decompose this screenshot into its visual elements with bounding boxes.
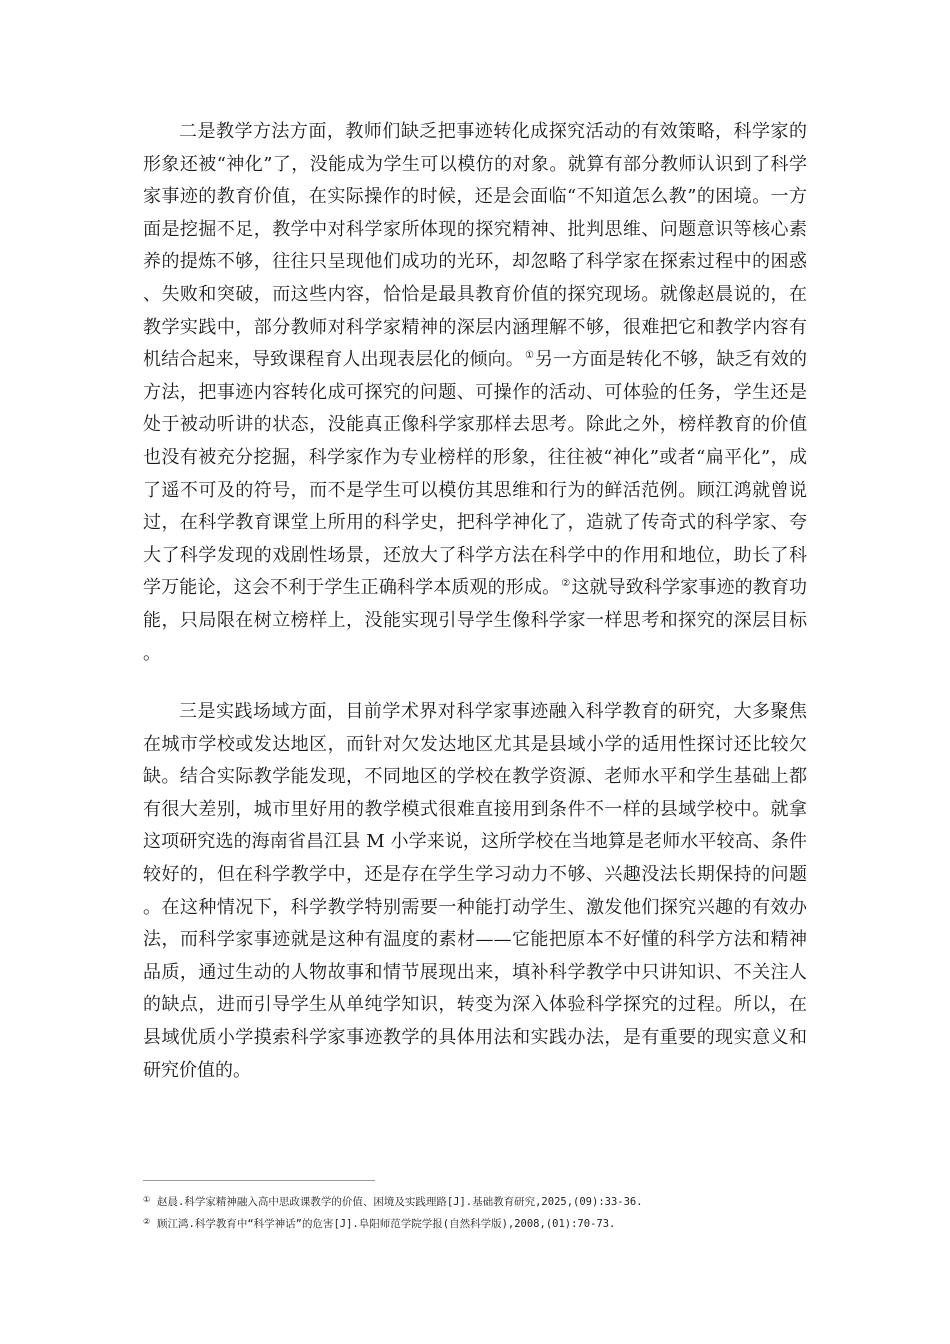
paragraph-teaching-methods: [143, 116, 807, 670]
footnote-text: 赵晨.科学家精神融入高中思政课教学的价值、困境及实践理路[J].基础教育研究,2025,(09):33-36.: [157, 1196, 643, 1208]
footnote-divider: [143, 1180, 375, 1181]
paragraph-text: 这就导致科学家事迹的教育功能，只局限在树立榜样上，没能实现引导学生像科学家一样思考和探究的深层目标。: [143, 577, 808, 664]
paragraph-text: 三是实践场域方面，目前学术界对科学家事迹融入科学教育的研究，大多聚焦在城市学校或发达地区，而针对欠发达地区尤其是县域小学的适用性探讨还比较欠缺。结合实际教学能发现，不同地区的学校在教学资源、老师水平和学生基础上都有很大差别，城市里好用的教学模式很难直接用到条件不一样的县域学校中。就拿这项研究选的海南省昌江县 M 小学来说，这所学校在当地算是老师水平较高、条件较好的，但在科学教学中，还是存在学生学习动力不够、兴趣没法长期保持的问题。在这种情况下，科学教学特别需要一种能打动学生、激发他们探究兴趣的有效办法，而科学家事迹就是这种有温度的素材——它能把原本不好懂的科学方法和精神品质，通过生动的人物故事和情节展现出来，填补科学教学中只讲知识、不关注人的缺点，进而引导学生从单纯学知识，转变为深入体验科学探究的过程。所以，在县域优质小学摸索科学家事迹教学的具体用法和实践办法，是有重要的现实意义和研究价值的。: [143, 701, 807, 1081]
paragraph-practice-field: [143, 696, 807, 1087]
footnote-1: [143, 1190, 843, 1212]
body-text: [143, 116, 807, 1087]
footnote-2: [143, 1212, 843, 1234]
paragraph-text: 二是教学方法方面，教师们缺乏把事迹转化成探究活动的有效策略，科学家的形象还被“神化”了，没能成为学生可以模仿的对象。就算有部分教师认识到了科学家事迹的教育价值，在实际操作的时候，还是会面临“不知道怎么教”的困境。一方面是挖掘不足，教学中对科学家所体现的探究精神、批判思维、问题意识等核心素养的提炼不够，往往只呈现他们成功的光环，却忽略了科学家在探索过程中的困惑、失败和突破，而这些内容，恰恰是最具教育价值的探究现场。就像赵晨说的，在教学实践中，部分教师对科学家精神的深层内涵理解不够，很难把它和教学内容有机结合起来，导致课程育人出现表层化的倾向。: [143, 121, 807, 371]
footnote-reference-1[interactable]: ①: [524, 350, 535, 362]
footnotes: [143, 1190, 843, 1234]
paragraph-text: 另一方面是转化不够，缺乏有效的方法，把事迹内容转化成可探究的问题、可操作的活动、可体验的任务，学生还是处于被动听讲的状态，没能真正像科学家那样去思考。除此之外，榜样教育的价值也没有被充分挖掘，科学家作为专业榜样的形象，往往被“神化”或者“扁平化”，成了遥不可及的符号，而不是学生可以模仿其思维和行为的鲜活范例。顾江鸿就曾说过，在科学教育课堂上所用的科学史，把科学神化了，造就了传奇式的科学家、夸大了科学发现的戏剧性场景，还放大了科学方法在科学中的作用和地位，助长了科学万能论，这会不利于学生正确科学本质观的形成。: [143, 349, 808, 599]
footnote-mark: ①: [143, 1195, 151, 1204]
footnote-reference-2[interactable]: ②: [561, 578, 571, 590]
footnote-mark: ②: [143, 1217, 151, 1226]
footnote-text: 顾江鸿.科学教育中“科学神话”的危害[J].阜阳师范学院学报(自然科学版),2008,(01):70-73.: [157, 1218, 616, 1230]
